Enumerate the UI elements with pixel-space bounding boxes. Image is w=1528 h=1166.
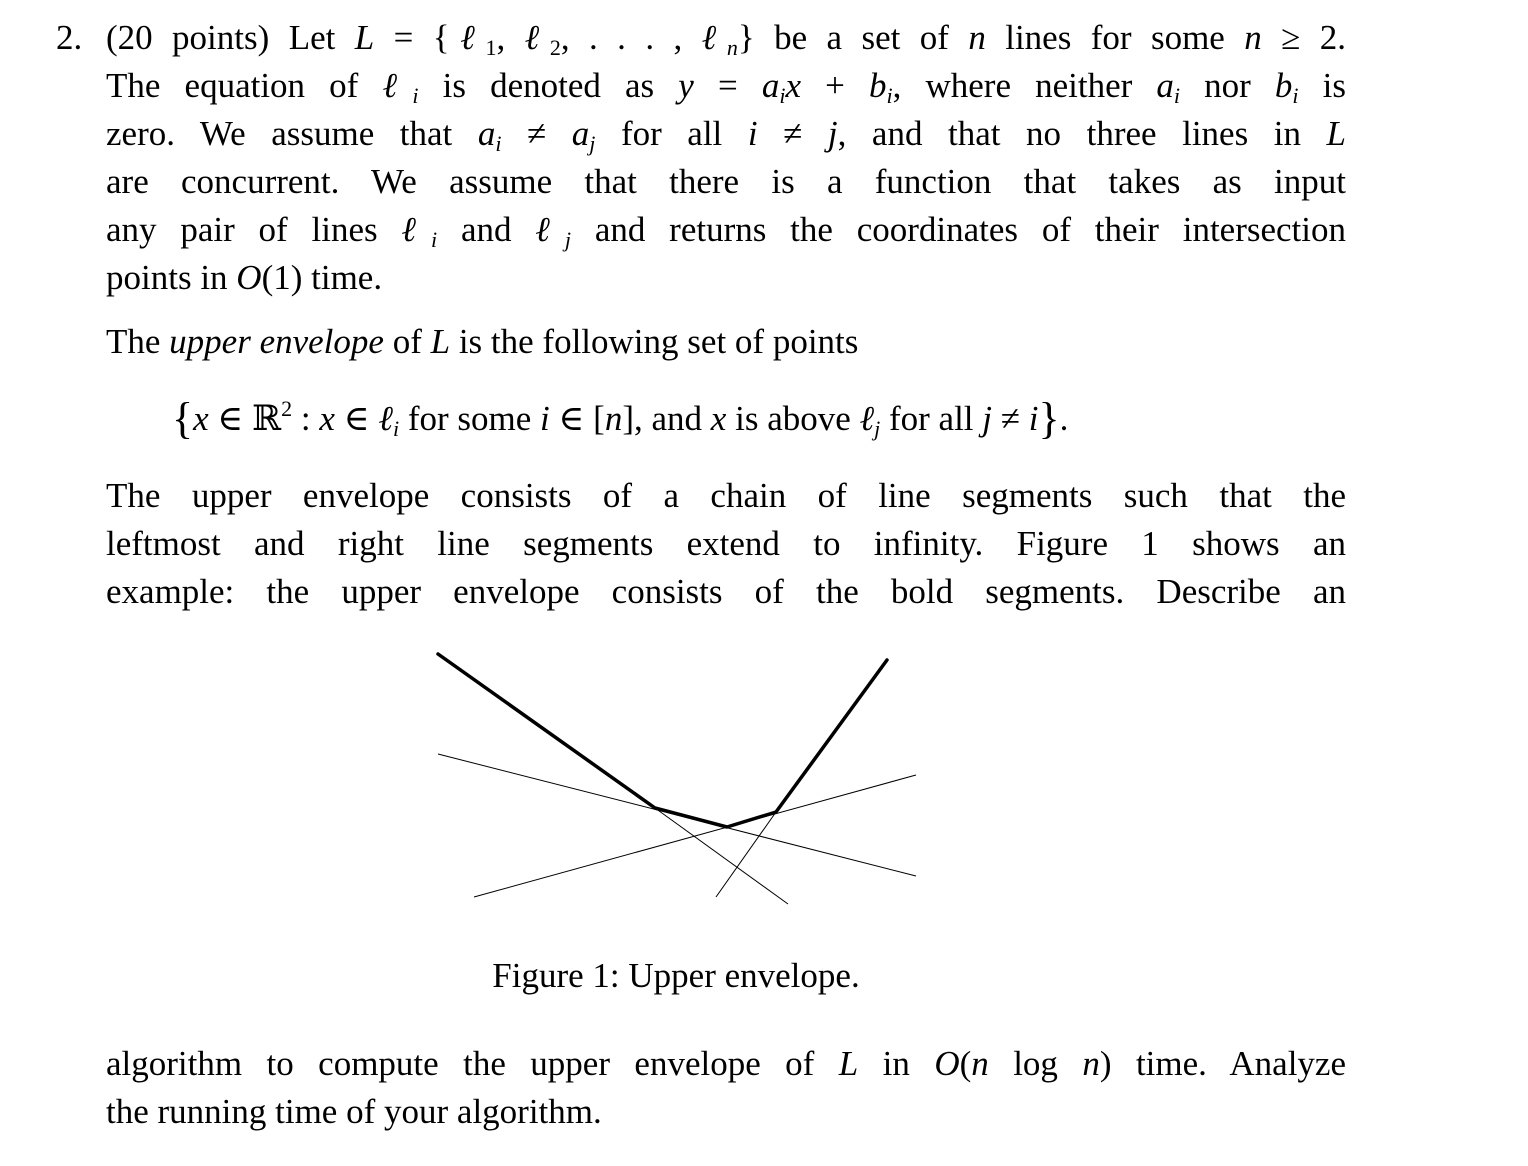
problem-intro — [106, 14, 1346, 302]
paragraph-3 — [106, 1040, 1346, 1136]
para3-line-2: the running time of your algorithm. — [106, 1092, 602, 1131]
para3-line-1: algorithm to compute the upper envelope of L in O(n log n) time. Analyze — [106, 1044, 1347, 1083]
para2-line-3: example: the upper envelope consists of the bold segments. Describe an — [106, 572, 1346, 611]
para2-line-1: The upper envelope consists of a chain of line segments such that the — [106, 476, 1346, 515]
upper-envelope-chain — [438, 654, 887, 827]
intro-line-6: points in O(1) time. — [106, 258, 383, 297]
envelope-definition: The upper envelope of L is the following set of points — [106, 322, 859, 361]
problem-number: 2. — [56, 18, 83, 57]
intro-line-2: The equation of ℓ$_i$ is denoted as $y = a_ix + b_i$, where neither $a_i$ nor $b_i$ is — [106, 66, 1346, 108]
intro-line-3: zero. We assume that $a_i \ne a_j$ for all i ≠ j, and that no three lines in L — [106, 114, 1346, 156]
para2-line-2: leftmost and right line segments extend to infinity. Figure 1 shows an — [106, 524, 1346, 563]
intro-line-1: (20 points) Let L = {ℓ$_1$, ℓ$_2$, . . . , ℓ$_n$} be a set of n lines for some n ≥ 2. — [106, 18, 1347, 60]
intro-line-5: any pair of lines ℓ$_i$ and ℓ$_j$ and returns the coordinates of their intersection — [106, 210, 1346, 252]
intro-line-4: are concurrent. We assume that there is a function that takes as input — [106, 162, 1346, 201]
figure-caption: Figure 1: Upper envelope. — [492, 956, 860, 995]
paragraph-2 — [106, 472, 1346, 616]
upper-envelope-diagram — [430, 648, 930, 910]
thin-line-2 — [474, 775, 916, 897]
set-definition: {x ∈ ℝ$^2$ : x ∈ ℓ$_i$ for some i ∈ [n], and x is above ℓ$_j$ for all j ≠ i}. — [172, 394, 1069, 443]
upper-envelope-figure — [430, 648, 930, 910]
